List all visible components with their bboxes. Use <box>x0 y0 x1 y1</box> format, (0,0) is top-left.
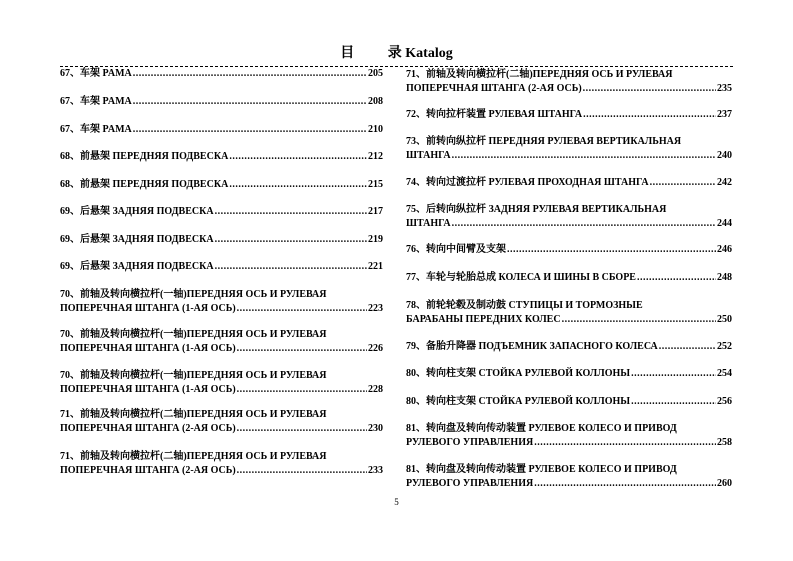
toc-entry-title: БАРАБАНЫ ПЕРЕДНИХ КОЛЕС <box>406 314 561 325</box>
toc-entry-title: ПОПЕРЕЧНАЯ ШТАНГА (1-АЯ ОСЬ) <box>60 303 236 314</box>
toc-entry[interactable] <box>406 176 732 190</box>
toc-entry-page: 258 <box>717 437 732 448</box>
toc-leader-dots <box>237 342 367 356</box>
toc-entry[interactable] <box>406 243 732 257</box>
toc-leader-dots <box>583 82 716 96</box>
toc-entry-page: 219 <box>368 234 383 245</box>
toc-entry[interactable] <box>406 422 732 450</box>
toc-entry[interactable] <box>60 450 383 478</box>
toc-entry-title: ПОПЕРЕЧНАЯ ШТАНГА (2-АЯ ОСЬ) <box>406 83 582 94</box>
toc-leader-dots <box>237 464 367 478</box>
toc-entry-title: 74、转向过渡拉杆 РУЛЕВАЯ ПРОХОДНАЯ ШТАНГА <box>406 177 649 188</box>
toc-entry-page: 221 <box>368 261 383 272</box>
toc-entry-page: 208 <box>368 96 383 107</box>
toc-entry-title: ПОПЕРЕЧНАЯ ШТАНГА (2-АЯ ОСЬ) <box>60 423 236 434</box>
toc-leader-dots <box>650 176 716 190</box>
title-cn-1: 目 <box>340 46 355 61</box>
toc-entry-title: ПОПЕРЕЧНАЯ ШТАНГА (1-АЯ ОСЬ) <box>60 384 236 395</box>
toc-entry-page: 210 <box>368 124 383 135</box>
toc-entry[interactable] <box>60 67 383 81</box>
toc-entry[interactable] <box>60 205 383 219</box>
toc-entry-page: 215 <box>368 179 383 190</box>
toc-entry-title: 70、前轴及转向横拉杆(一轴)ПЕРЕДНЯЯ ОСЬ И РУЛЕВАЯ <box>60 329 327 340</box>
toc-entry-page: 226 <box>368 343 383 354</box>
toc-entry-title: 67、车架 PAMA <box>60 96 132 107</box>
toc-entry[interactable] <box>60 123 383 137</box>
toc-entry[interactable] <box>60 288 383 316</box>
toc-entry-title: 70、前轴及转向横拉杆(一轴)ПЕРЕДНЯЯ ОСЬ И РУЛЕВАЯ <box>60 370 327 381</box>
toc-leader-dots <box>452 217 716 231</box>
toc-entry-title: 69、后悬架 ЗАДНЯЯ ПОДВЕСКА <box>60 261 214 272</box>
toc-leader-dots <box>215 260 367 274</box>
toc-entry[interactable] <box>60 150 383 164</box>
toc-entry[interactable] <box>60 233 383 247</box>
toc-entry-page: 217 <box>368 206 383 217</box>
toc-entry-page: 240 <box>717 150 732 161</box>
toc-entry-page: 252 <box>717 341 732 352</box>
toc-entry-title: 68、前悬架 ПЕРЕДНЯЯ ПОДВЕСКА <box>60 151 229 162</box>
toc-leader-dots <box>583 108 716 122</box>
toc-leader-dots <box>659 340 716 354</box>
toc-entry-page: 235 <box>717 83 732 94</box>
toc-entry-page: 223 <box>368 303 383 314</box>
toc-leader-dots <box>534 436 716 450</box>
toc-entry-page: 205 <box>368 68 383 79</box>
toc-entry-title: 71、前轴及转向横拉杆(二轴)ПЕРЕДНЯЯ ОСЬ И РУЛЕВАЯ <box>406 69 673 80</box>
toc-entry[interactable] <box>406 108 732 122</box>
title-ru: Katalog <box>405 46 453 61</box>
toc-entry-title: 80、转向柱支架 СТОЙКА РУЛЕВОЙ КОЛЛОНЫ <box>406 396 631 407</box>
toc-leader-dots <box>452 149 716 163</box>
page-title <box>0 45 793 63</box>
toc-leader-dots <box>637 271 716 285</box>
toc-entry-page: 254 <box>717 368 732 379</box>
toc-entry-title: 69、后悬架 ЗАДНЯЯ ПОДВЕСКА <box>60 206 214 217</box>
toc-entry[interactable] <box>406 271 732 285</box>
toc-entry-page: 246 <box>717 244 732 255</box>
toc-entry[interactable] <box>60 260 383 274</box>
page-number: 5 <box>394 497 399 507</box>
toc-entry-page: 237 <box>717 109 732 120</box>
toc-entry-title: 81、转向盘及转向传动装置 РУЛЕВОЕ КОЛЕСО И ПРИВОД <box>406 423 677 434</box>
toc-leader-dots <box>562 313 716 327</box>
toc-entry[interactable] <box>406 367 732 381</box>
toc-entry[interactable] <box>406 340 732 354</box>
toc-entry-title: 68、前悬架 ПЕРЕДНЯЯ ПОДВЕСКА <box>60 179 229 190</box>
toc-entry-title: ШТАНГА <box>406 150 451 161</box>
toc-entry[interactable] <box>406 463 732 491</box>
toc-entry[interactable] <box>60 95 383 109</box>
toc-entry-title: 67、车架 PAMA <box>60 124 132 135</box>
toc-entry-title: ПОПЕРЕЧНАЯ ШТАНГА (2-АЯ ОСЬ) <box>60 465 236 476</box>
toc-entry-title: 73、前转向纵拉杆 ПЕРЕДНЯЯ РУЛЕВАЯ ВЕРТИКАЛЬНАЯ <box>406 136 682 147</box>
toc-entry-title: 80、转向柱支架 СТОЙКА РУЛЕВОЙ КОЛЛОНЫ <box>406 368 631 379</box>
toc-entry-title: 71、前轴及转向横拉杆(二轴)ПЕРЕДНЯЯ ОСЬ И РУЛЕВАЯ <box>60 409 327 420</box>
toc-leader-dots <box>237 422 367 436</box>
toc-entry-title: 76、转向中间臂及支架 <box>406 244 506 255</box>
title-cn-2: 录 <box>387 46 402 61</box>
toc-leader-dots <box>133 67 367 81</box>
toc-entry[interactable] <box>60 369 383 397</box>
toc-entry[interactable] <box>406 135 732 163</box>
toc-entry[interactable] <box>60 328 383 356</box>
toc-entry-title: 75、后转向纵拉杆 ЗАДНЯЯ РУЛЕВАЯ ВЕРТИКАЛЬНАЯ <box>406 204 667 215</box>
toc-entry-page: 212 <box>368 151 383 162</box>
toc-leader-dots <box>507 243 716 257</box>
toc-entry[interactable] <box>406 68 732 96</box>
toc-entry[interactable] <box>60 178 383 192</box>
toc-entry-title: РУЛЕВОГО УПРАВЛЕНИЯ <box>406 437 534 448</box>
toc-entry-title: 79、备胎升降器 ПОДЪЕМНИК ЗАПАСНОГО КОЛЕСА <box>406 341 658 352</box>
toc-leader-dots <box>229 178 367 192</box>
toc-leader-dots <box>534 477 716 491</box>
toc-entry-page: 250 <box>717 314 732 325</box>
toc-entry-title: 81、转向盘及转向传动装置 РУЛЕВОЕ КОЛЕСО И ПРИВОД <box>406 464 677 475</box>
toc-entry[interactable] <box>406 203 732 231</box>
toc-entry-page: 248 <box>717 272 732 283</box>
toc-leader-dots <box>133 95 367 109</box>
toc-entry-title: 78、前轮轮毂及制动鼓 СТУПИЦЫ И ТОРМОЗНЫЕ <box>406 300 643 311</box>
toc-leader-dots <box>237 383 367 397</box>
toc-leader-dots <box>631 367 716 381</box>
toc-entry[interactable] <box>406 299 732 327</box>
toc-leader-dots <box>237 302 367 316</box>
toc-entry-page: 233 <box>368 465 383 476</box>
toc-entry-title: ШТАНГА <box>406 218 451 229</box>
toc-entry-title: 72、转向拉杆装置 РУЛЕВАЯ ШТАНГА <box>406 109 583 120</box>
toc-leader-dots <box>631 395 716 409</box>
toc-entry-page: 256 <box>717 396 732 407</box>
toc-entry[interactable] <box>406 395 732 409</box>
toc-entry-title: ПОПЕРЕЧНАЯ ШТАНГА (1-АЯ ОСЬ) <box>60 343 236 354</box>
toc-entry-page: 244 <box>717 218 732 229</box>
toc-leader-dots <box>215 233 367 247</box>
toc-entry-title: 69、后悬架 ЗАДНЯЯ ПОДВЕСКА <box>60 234 214 245</box>
toc-leader-dots <box>229 150 367 164</box>
toc-leader-dots <box>215 205 367 219</box>
toc-leader-dots <box>133 123 367 137</box>
toc-entry-title: РУЛЕВОГО УПРАВЛЕНИЯ <box>406 478 534 489</box>
toc-entry-page: 242 <box>717 177 732 188</box>
toc-entry-page: 228 <box>368 384 383 395</box>
toc-entry-title: 70、前轴及转向横拉杆(一轴)ПЕРЕДНЯЯ ОСЬ И РУЛЕВАЯ <box>60 289 327 300</box>
toc-entry[interactable] <box>60 408 383 436</box>
toc-entry-page: 260 <box>717 478 732 489</box>
toc-entry-title: 77、车轮与轮胎总成 КОЛЕСА И ШИНЫ В СБОРЕ <box>406 272 636 283</box>
toc-entry-title: 71、前轴及转向横拉杆(二轴)ПЕРЕДНЯЯ ОСЬ И РУЛЕВАЯ <box>60 451 327 462</box>
toc-entry-title: 67、车架 PAMA <box>60 68 132 79</box>
toc-entry-page: 230 <box>368 423 383 434</box>
